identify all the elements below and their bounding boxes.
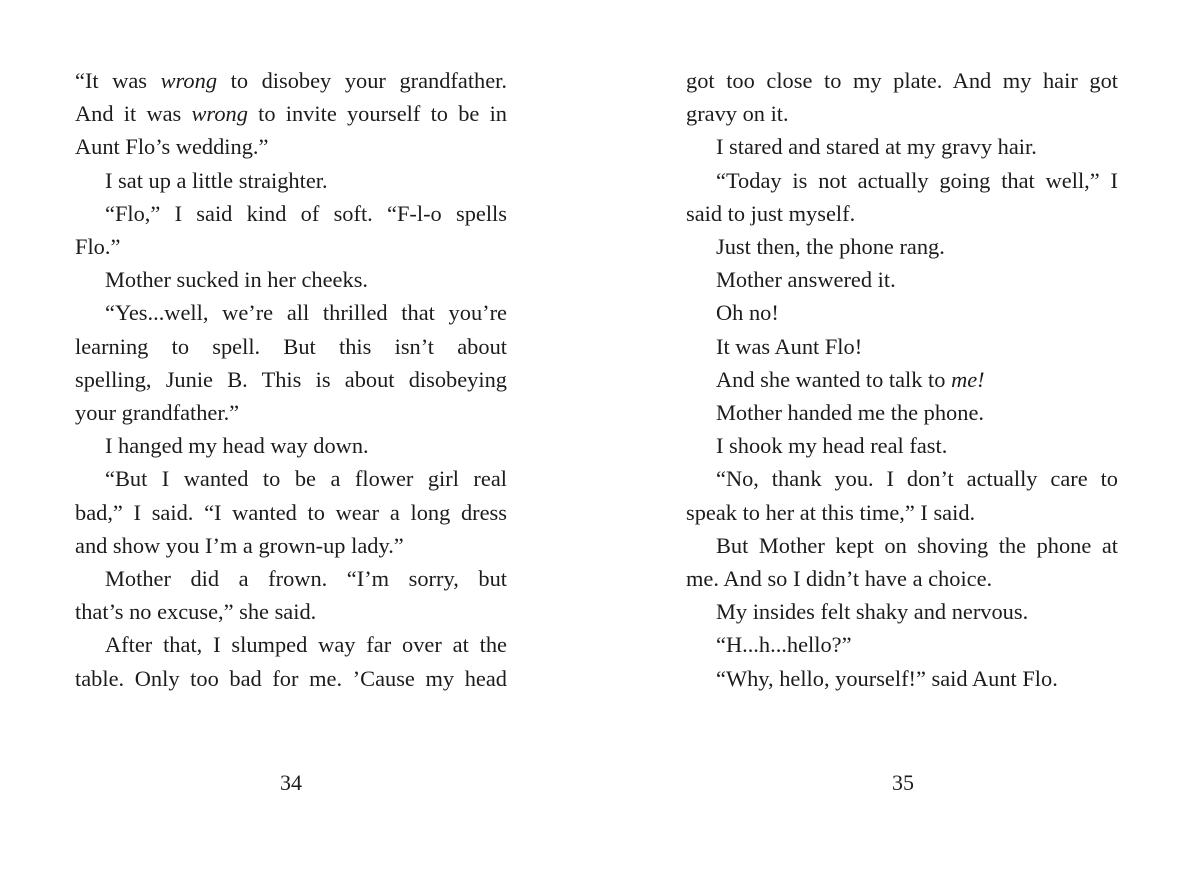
text-segment: learning to spell. But this isn’t about [75, 333, 507, 359]
text-line [686, 529, 1118, 562]
text-segment: Just then, the phone rang. [716, 234, 945, 260]
text-line [686, 164, 1118, 197]
text-segment: I shook my head real fast. [716, 433, 948, 459]
text-segment: Aunt Flo’s wedding.” [75, 134, 269, 160]
right-page-number: 35 [892, 770, 914, 795]
text-segment: speak to her at this time,” I said. [686, 499, 976, 525]
text-segment: gravy on it. [686, 101, 789, 127]
text-line [686, 130, 1118, 163]
text-segment: I hanged my head way down. [105, 433, 369, 459]
text-line [75, 396, 507, 429]
text-segment: table. Only too bad for me. ’Cause my head [75, 665, 507, 691]
text-line [686, 230, 1118, 263]
text-line [686, 296, 1118, 329]
text-segment: Flo.” [75, 234, 121, 260]
right-page-text [686, 64, 1118, 695]
text-line [686, 628, 1118, 661]
text-segment: “It was [75, 68, 161, 93]
text-segment: “Flo,” I said kind of soft. “F-l-o spells [105, 200, 507, 226]
text-segment: And she wanted to talk to [716, 366, 952, 392]
text-line [75, 363, 507, 396]
text-line [686, 562, 1118, 595]
text-line [686, 64, 1118, 97]
text-segment: But Mother kept on shoving the phone at [716, 532, 1118, 558]
text-line [75, 595, 507, 628]
text-segment: “Today is not actually going that well,” I [716, 167, 1118, 193]
left-page-text [75, 64, 507, 695]
text-line [75, 97, 507, 130]
text-segment: After that, I slumped way far over at the [105, 632, 507, 658]
text-line [75, 197, 507, 230]
text-segment: I sat up a little straighter. [105, 167, 328, 193]
text-line [75, 164, 507, 197]
text-line [75, 462, 507, 495]
text-segment: spelling, Junie B. This is about disobeying [75, 366, 507, 392]
text-line [75, 562, 507, 595]
text-line [686, 429, 1118, 462]
text-line [75, 263, 507, 296]
text-segment: “Yes...well, we’re all thrilled that you’re [105, 300, 507, 326]
text-segment: said to just myself. [686, 200, 856, 226]
text-segment: that’s no excuse,” she said. [75, 599, 317, 625]
text-segment: me. And so I didn’t have a choice. [686, 566, 993, 592]
text-segment: And it was [75, 101, 192, 127]
text-line [75, 529, 507, 562]
text-line [686, 662, 1118, 695]
text-line [686, 97, 1118, 130]
text-line [686, 263, 1118, 296]
text-line [686, 396, 1118, 429]
text-line [686, 197, 1118, 230]
text-segment: to disobey your grandfather. [217, 68, 507, 93]
text-line [75, 230, 507, 263]
text-segment: I stared and stared at my gravy hair. [716, 134, 1037, 160]
text-segment: Mother answered it. [716, 267, 896, 293]
text-line [75, 296, 507, 329]
text-segment: “Why, hello, yourself!” said Aunt Flo. [716, 665, 1058, 691]
text-line [75, 330, 507, 363]
emphasized-text: wrong [191, 101, 248, 127]
right-page [600, 0, 1200, 884]
emphasized-text: wrong [160, 68, 218, 93]
text-segment: Mother did a frown. “I’m sorry, but [105, 566, 507, 592]
text-line [686, 363, 1118, 396]
text-line [75, 130, 507, 163]
text-line [75, 429, 507, 462]
text-segment: My insides felt shaky and nervous. [716, 599, 1029, 625]
text-segment: Oh no! [716, 300, 779, 326]
text-line [75, 64, 507, 97]
text-line [75, 628, 507, 661]
left-page-number: 34 [280, 770, 302, 795]
text-segment: “H...h...hello?” [716, 632, 852, 658]
text-segment: bad,” I said. “I wanted to wear a long dress [75, 499, 507, 525]
text-segment: It was Aunt Flo! [716, 333, 863, 359]
text-line [686, 595, 1118, 628]
text-segment: Mother sucked in her cheeks. [105, 267, 369, 293]
text-line [686, 330, 1118, 363]
text-segment: and show you I’m a grown-up lady.” [75, 532, 404, 558]
emphasized-text: me! [951, 366, 985, 392]
text-line [686, 462, 1118, 495]
text-segment: “But I wanted to be a flower girl real [105, 466, 507, 492]
text-segment: “No, thank you. I don’t actually care to [716, 466, 1118, 492]
text-line [75, 496, 507, 529]
text-segment: to invite yourself to be in [247, 101, 507, 127]
text-segment: your grandfather.” [75, 400, 240, 426]
text-segment: got too close to my plate. And my hair got [686, 68, 1118, 93]
text-line [686, 496, 1118, 529]
text-segment: Mother handed me the phone. [716, 400, 984, 426]
text-line [75, 662, 507, 695]
